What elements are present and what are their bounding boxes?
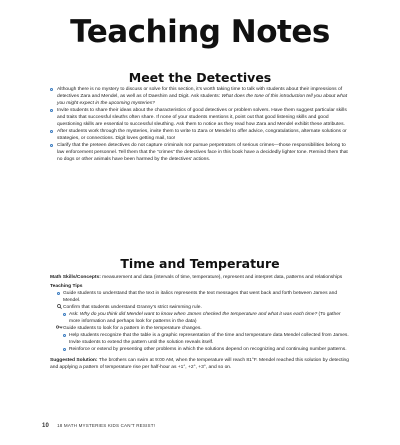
bullet-text: Invite students to share their ideas about the characteristics of good detectives or problem solvers. Have them suggest particular skills and traits that successful sleuths often share. If none of your students mentions it, point out that good listening skills and good questioning skills are essential to successful sleuthing. Ask them to notice as they read how Zara and Mendel exhibit these attributes.	[57, 108, 347, 128]
bullet-text: After students work through the mysteries, invite them to write to Zara or Mendel to offer advice, congratulations, alternate solutions or strategies, or connections. Digit loves getting mail, too!	[57, 129, 347, 142]
list-item	[50, 107, 350, 128]
tip-text: Reinforce or extend by presenting other problems in which the solutions depend on recognizing and continuing number patterns.	[69, 347, 347, 353]
bullet-circle-icon	[50, 144, 53, 147]
bullet-circle-icon	[57, 292, 60, 295]
bullet-circle-icon	[50, 88, 53, 91]
tip-item	[50, 290, 350, 304]
tip-answer: (To gather more information and perhaps look for patterns in the data)	[69, 312, 341, 325]
skills-text: measurement and data (intervals of time, temperature), represent and interpret data, patterns and relationships	[100, 275, 343, 280]
bullet-circle-icon	[63, 348, 66, 351]
page-title: Teaching Notes	[70, 14, 330, 50]
bullet-question: What does the tone of this introduction tell you about what you might expect in the upcoming mysteries?	[57, 94, 348, 107]
tip-text: Help students recognize that the table is a graphic representation of the time and temperature data Mendel collected from James. Invite students to extend the pattern until the solution reveals itself.	[69, 333, 349, 346]
bullet-circle-icon	[50, 109, 53, 112]
bullet-text: Clarify that the preteen detectives do not capture criminals nor pursue perpetrators of serious crimes—those responsibilities belong to law enforcement personnel. Tell them that the “crimes” the detectives face in this book have a decidedly lighter tone. Remind them that no dogs or other animals have been harmed by the detectives’ actions.	[57, 143, 348, 163]
skills-paragraph	[50, 274, 350, 281]
bullet-circle-icon	[50, 130, 53, 133]
solution-label: Suggested Solution:	[50, 357, 98, 363]
tip-item	[50, 332, 350, 346]
key-icon	[56, 325, 62, 332]
tip-text: Confirm that students understand Granny’s strict swimming rule.	[63, 305, 202, 311]
page-number: 10	[42, 423, 50, 429]
solution-text: The brothers can swim at 9:00 AM, when the temperature will reach 81°F. Mendel reached this solution by detecting and applying a pattern of temperature rise per half-hour as +1°, +2°, +3°, and so on.	[50, 357, 349, 370]
list-item	[50, 128, 350, 142]
tip-item	[50, 304, 350, 311]
page-footer	[42, 423, 155, 429]
time-temperature-section	[50, 274, 350, 371]
section-heading-detectives: Meet the Detectives	[128, 70, 272, 85]
tip-item	[50, 346, 350, 353]
tip-text: Guide students to look for a pattern in the temperature changes.	[63, 326, 202, 332]
detectives-bullet-list	[50, 86, 350, 164]
tip-item	[50, 311, 350, 325]
book-title: 18 MATH MYSTERIES KIDS CAN’T RESIST!	[57, 423, 156, 428]
bullet-text: Although there is no mystery to discuss or solve for this section, it’s worth taking time to talk with students about their impressions of detectives Zara and Mendel, as well as of Daeshim and Digit. Ask students:	[57, 87, 343, 100]
tip-text: Guide students to understand that the text in italics represents the text messages that went back and forth between James and Mendel.	[63, 291, 338, 304]
section-heading-time-temperature: Time and Temperature	[120, 256, 280, 271]
list-item	[50, 86, 350, 107]
suggested-solution	[50, 357, 350, 371]
tip-question: Why do you think did Mendel want to know when James checked the temperature and what it was each time?	[79, 312, 318, 318]
bullet-circle-icon	[63, 334, 66, 337]
skills-label: Math Skills/Concepts:	[50, 275, 101, 280]
teaching-tips-heading: Teaching Tips	[50, 284, 83, 290]
tip-text: Ask:	[69, 312, 80, 318]
list-item	[50, 142, 350, 163]
bullet-circle-icon	[63, 313, 66, 316]
tip-item	[50, 325, 350, 332]
